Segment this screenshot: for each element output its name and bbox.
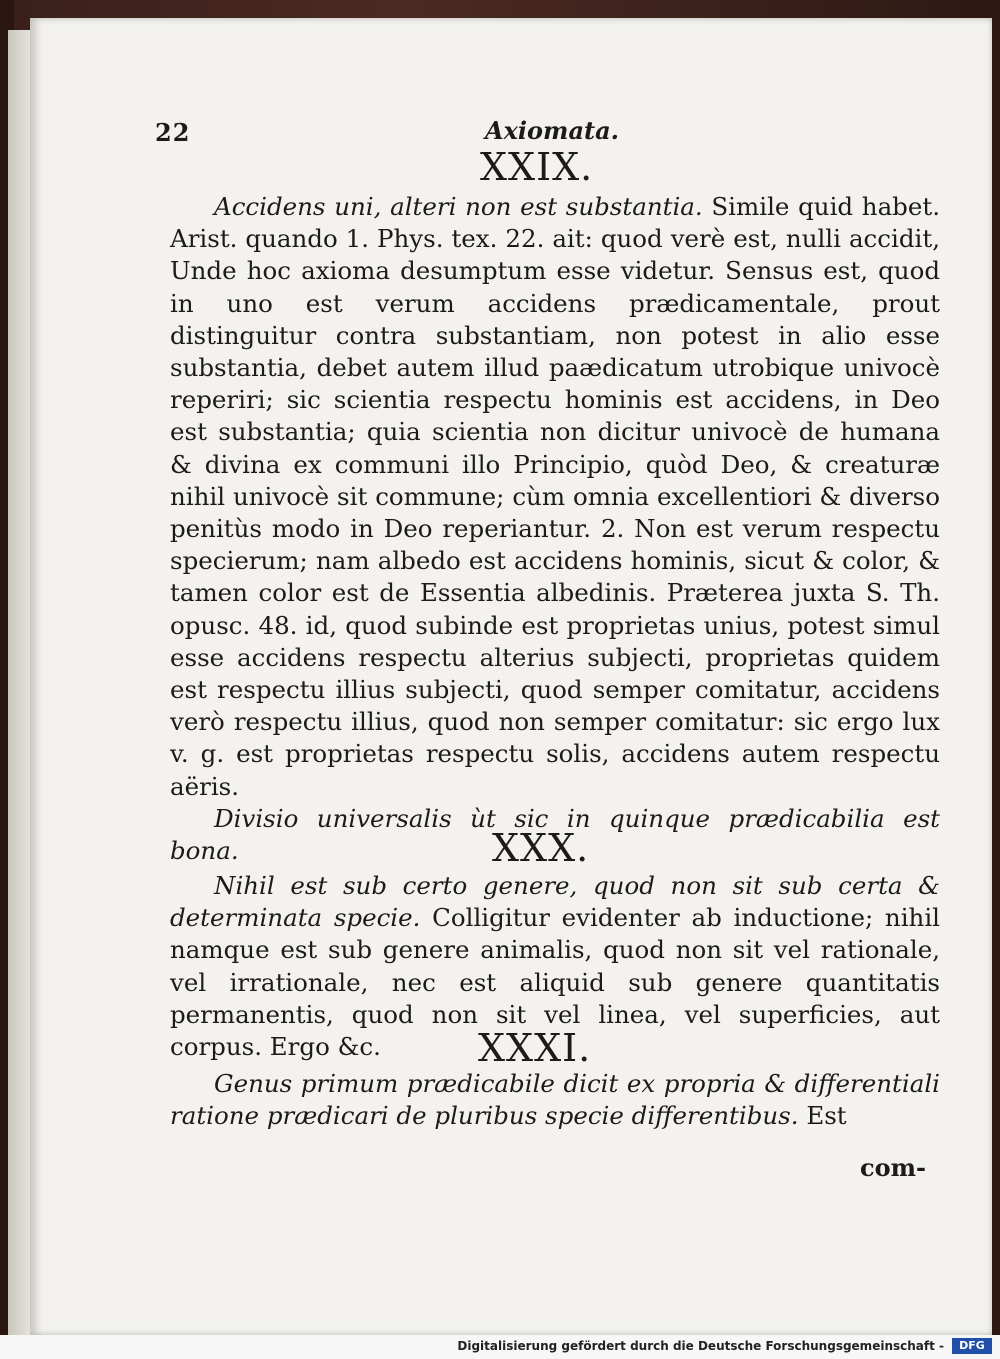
italic-lead: Nihil est sub certo genere, quod non sit sub certa & determinata specie. (170, 871, 940, 933)
page-header (155, 116, 935, 148)
page-gutter (8, 30, 30, 1335)
section-xxxi-body (170, 1068, 940, 1132)
section-numeral-xxxi: XXXI. (478, 1026, 592, 1070)
page-number: 22 (155, 118, 191, 147)
italic-lead: Accidens uni, alteri non est substantia. (214, 192, 703, 221)
book-page (30, 18, 992, 1335)
section-xxix-paragraph (170, 191, 940, 803)
paragraph-text: Colligitur evidenter ab inductione; nihil namque est sub genere animalis, quod non sit vel rationale, vel irrationale, nec est aliquid sub genere quantitatis permanentis, quod non sit vel linea, vel superficies, aut corpus. Ergo &c. (170, 903, 940, 1062)
italic-lead: Genus primum prædicabile dicit ex propria & differentiali ratione prædicari de pluribus specie differentibus. (170, 1069, 940, 1131)
footer-credit: Digitalisierung gefördert durch die Deutsche Forschungsgemeinschaft - (457, 1339, 944, 1353)
paragraph-text: Simile quid habet. Arist. quando 1. Phys. tex. 22. ait: quod verè est, nulli accidit, Unde hoc axioma desumptum esse videtur. Sensus est, quod in uno est verum accidens prædicamentale, prout distinguitur contra substantiam, non potest in alio esse substantia, debet autem illud paædicatum utrobique univocè reperiri; sic scientia respectu hominis est accidens, in Deo est substantia; quia scientia non dicitur univocè de humana & divina ex communi illo Principio, quòd Deo, & creaturæ nihil univocè sit commune; cùm omnia excellentiori & diverso penitùs modo in Deo reperiantur. 2. Non est verum respectu specierum; nam albedo est accidens hominis, sicut & color, & tamen color est de Essentia albedinis. Præterea juxta S. Th. opusc. 48. id, quod subinde est proprietas unius, potest simul esse accidens respectu alterius subjecti, proprietas quidem est respectu illius subjecti, quod semper comitatur, accidens verò respectu illius, quod non semper comitatur: sic ergo lux v. g. est proprietas respectu solis, accidens autem respectu aëris. (170, 192, 940, 801)
section-numeral-xxx: XXX. (492, 826, 590, 870)
section-numeral-xxix: XXIX. (480, 145, 594, 189)
section-xxxi-paragraph (170, 1068, 940, 1132)
footer-bar (0, 1335, 1000, 1359)
italic-lead: Divisio universalis ùt sic in quinque prædicabilia est bona. (170, 803, 940, 866)
catchword: com- (860, 1153, 926, 1182)
paragraph-text: Est (806, 1101, 847, 1131)
dfg-logo[interactable]: DFG (952, 1338, 992, 1354)
running-head: Axiomata. (485, 116, 619, 145)
section-xxix-body (170, 191, 940, 867)
